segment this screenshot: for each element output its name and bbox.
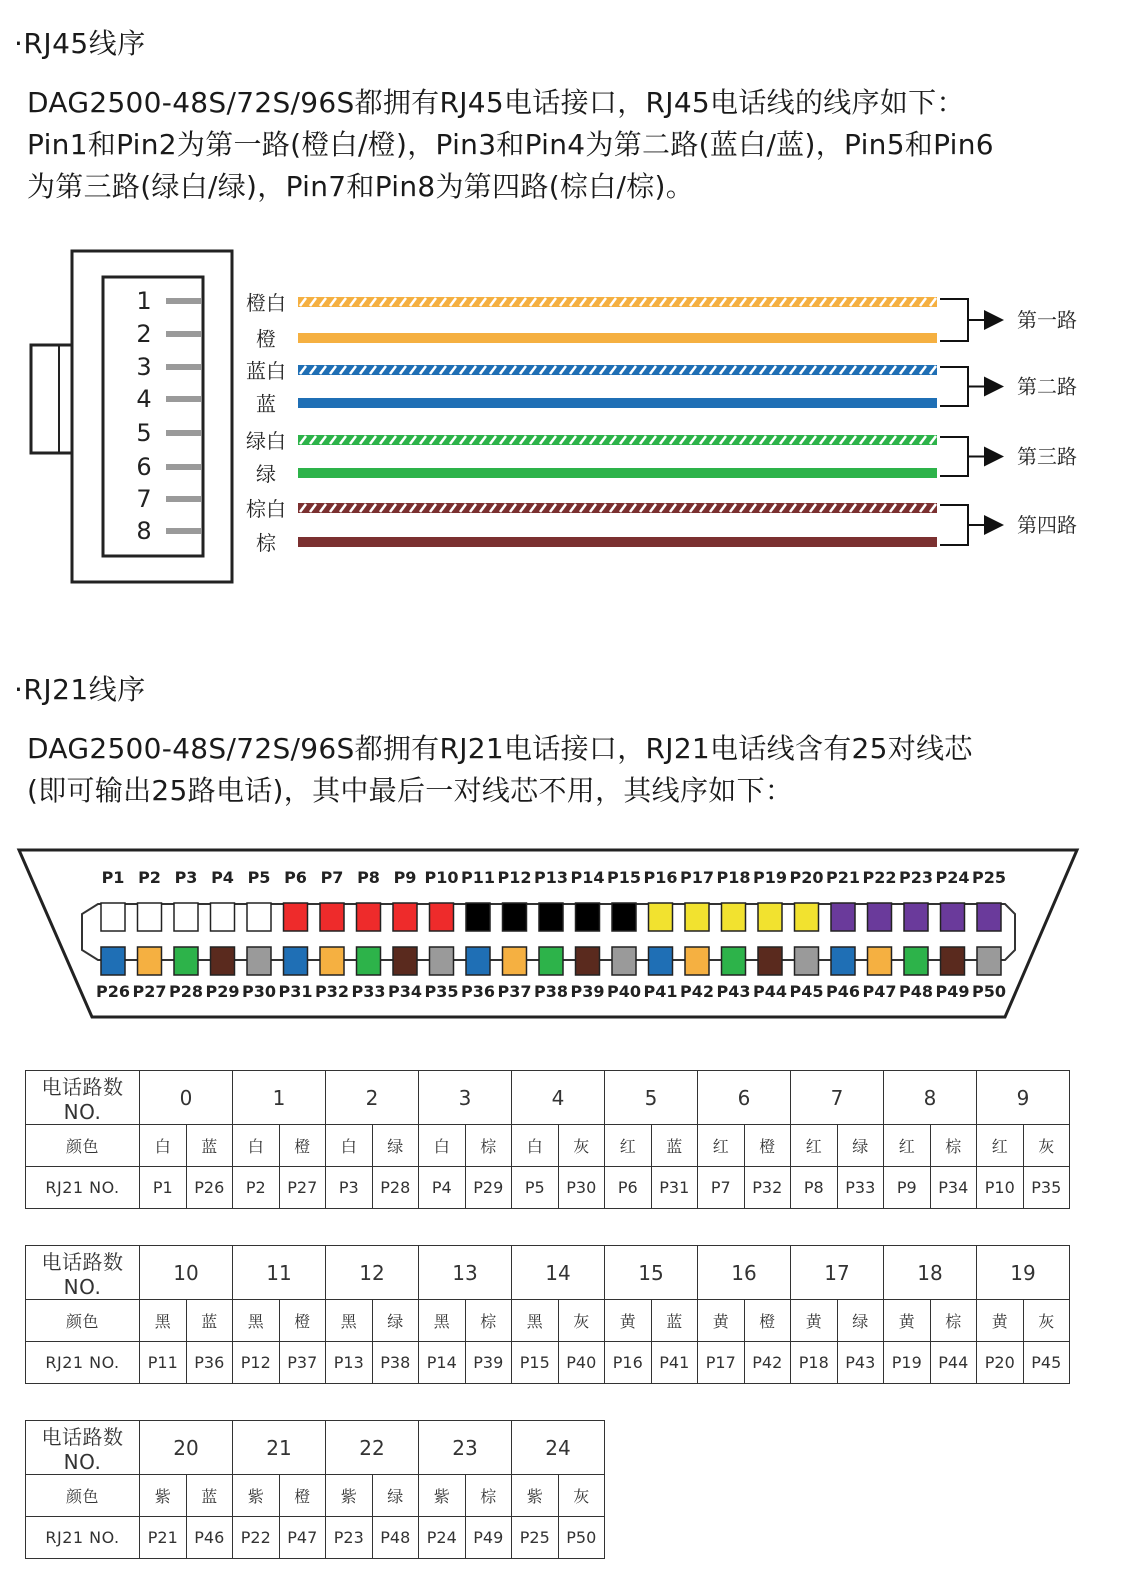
wire-color-cell: 白 — [140, 1125, 187, 1167]
rj45-wire-solid — [298, 333, 937, 343]
wire-color-cell: 橙 — [279, 1125, 326, 1167]
wire-color-cell: 黑 — [419, 1300, 466, 1342]
rj21-bottom-pin-label: P41 — [643, 982, 678, 1001]
channel-number-cell: 9 — [977, 1071, 1070, 1125]
rj21-bottom-pin — [284, 947, 308, 975]
rj21-pin-cell: P47 — [279, 1517, 326, 1559]
table-row — [26, 1071, 1070, 1125]
wire-color-cell: 黑 — [233, 1300, 280, 1342]
rj21-bottom-pin-label: P34 — [388, 982, 422, 1001]
rj21-pin-cell: P48 — [372, 1517, 419, 1559]
rj21-top-pin — [247, 903, 271, 931]
wire-color-cell: 蓝 — [651, 1125, 698, 1167]
wire-color-cell: 蓝 — [186, 1300, 233, 1342]
rj21-bottom-pin-label: P46 — [826, 982, 860, 1001]
wire-color-cell: 棕 — [465, 1300, 512, 1342]
channel-number-cell: 11 — [233, 1246, 326, 1300]
channel-number-cell: 10 — [140, 1246, 233, 1300]
rj21-pin-cell: P50 — [558, 1517, 605, 1559]
channel-number-cell: 21 — [233, 1421, 326, 1475]
rj21-pin-cell: P27 — [279, 1167, 326, 1209]
wire-color-cell: 棕 — [465, 1475, 512, 1517]
rj21-bottom-pin-label: P45 — [789, 982, 824, 1001]
rj21-connector-diagram — [0, 840, 1126, 1030]
rj45-wire-label: 棕 — [256, 531, 276, 555]
rj21-pin-cell: P31 — [651, 1167, 698, 1209]
rj21-pin-cell: P22 — [233, 1517, 280, 1559]
wire-color-cell: 黄 — [791, 1300, 838, 1342]
rj21-top-pin — [393, 903, 417, 931]
wire-color-cell: 白 — [512, 1125, 559, 1167]
rj45-pin-contact — [166, 364, 201, 370]
wire-color-cell: 橙 — [279, 1300, 326, 1342]
rj21-bottom-pin — [941, 947, 965, 975]
rj21-top-pin-label: P2 — [138, 868, 161, 887]
table-row — [26, 1246, 1070, 1300]
rj21-pin-cell: P4 — [419, 1167, 466, 1209]
rj21-pin-cell: P16 — [605, 1342, 652, 1384]
rj21-bottom-pin-label: P26 — [96, 982, 130, 1001]
rj21-top-pin-label: P25 — [972, 868, 1006, 887]
rj21-bottom-pin-label: P37 — [497, 982, 532, 1001]
rj21-pin-cell: P36 — [186, 1342, 233, 1384]
rj21-top-pin — [977, 903, 1001, 931]
rj45-wire-striped — [298, 503, 937, 513]
rj21-top-pin — [612, 903, 636, 931]
wire-color-cell: 绿 — [372, 1300, 419, 1342]
wire-color-cell: 白 — [233, 1125, 280, 1167]
rj45-wire-label: 蓝 — [256, 392, 276, 416]
channel-number-cell: 5 — [605, 1071, 698, 1125]
wire-color-cell: 灰 — [558, 1125, 605, 1167]
rj45-wire-label: 绿白 — [246, 429, 286, 453]
wire-color-cell: 蓝 — [186, 1125, 233, 1167]
rj21-pin-cell: P9 — [884, 1167, 931, 1209]
rj21-top-pin-label: P7 — [320, 868, 344, 887]
wire-color-cell: 橙 — [744, 1125, 791, 1167]
rj21-top-pin-label: P23 — [899, 868, 933, 887]
wire-color-cell: 棕 — [465, 1125, 512, 1167]
rj21-top-pin — [941, 903, 965, 931]
rj21-top-pin-label: P19 — [753, 868, 787, 887]
rj21-bottom-pin — [576, 947, 600, 975]
rj45-channel-label: 第四路 — [1017, 513, 1077, 537]
rj21-top-pin-label: P21 — [826, 868, 860, 887]
row-header-cell: RJ21 NO. — [26, 1167, 140, 1209]
row-header-cell: 颜色 — [26, 1125, 140, 1167]
rj21-bottom-pin-label: P42 — [680, 982, 714, 1001]
channel-number-cell: 8 — [884, 1071, 977, 1125]
rj21-top-pin — [320, 903, 344, 931]
wire-color-cell: 红 — [698, 1125, 745, 1167]
rj21-top-pin-label: P6 — [284, 868, 307, 887]
rj21-top-pin — [795, 903, 819, 931]
rj45-wire-striped — [298, 435, 937, 445]
rj21-pin-cell: P10 — [977, 1167, 1024, 1209]
rj21-pin-cell: P42 — [744, 1342, 791, 1384]
rj21-pin-cell: P5 — [512, 1167, 559, 1209]
rj45-channel-label: 第一路 — [1017, 308, 1077, 332]
rj21-bottom-pin — [320, 947, 344, 975]
rj21-bottom-pin — [868, 947, 892, 975]
rj21-top-pin — [357, 903, 381, 931]
wire-color-cell: 红 — [884, 1125, 931, 1167]
wire-color-cell: 绿 — [837, 1125, 884, 1167]
rj21-bottom-pin — [904, 947, 928, 975]
wire-color-cell: 棕 — [930, 1125, 977, 1167]
rj21-pin-cell: P3 — [326, 1167, 373, 1209]
rj21-pin-cell: P12 — [233, 1342, 280, 1384]
rj21-top-pin-label: P18 — [716, 868, 751, 887]
rj45-wire-label: 棕白 — [246, 497, 286, 521]
rj21-bottom-pin — [539, 947, 563, 975]
pinout-table — [25, 1420, 605, 1559]
rj21-bottom-pin-label: P36 — [461, 982, 495, 1001]
rj45-channel-label: 第二路 — [1017, 374, 1077, 399]
rj21-top-pin-label: P9 — [393, 868, 417, 887]
rj21-pin-cell: P19 — [884, 1342, 931, 1384]
wire-color-cell: 黑 — [512, 1300, 559, 1342]
rj21-pin-cell: P6 — [605, 1167, 652, 1209]
rj45-pin-contact — [166, 298, 201, 304]
channel-number-cell: 3 — [419, 1071, 512, 1125]
rj21-bottom-pin-label: P28 — [169, 982, 203, 1001]
rj21-pin-cell: P13 — [326, 1342, 373, 1384]
channel-number-cell: 2 — [326, 1071, 419, 1125]
rj21-pin-cell: P49 — [465, 1517, 512, 1559]
rj21-top-pin — [831, 903, 855, 931]
rj45-wire-striped — [298, 297, 937, 307]
rj21-bottom-pin — [357, 947, 381, 975]
row-header-cell: 电话路数NO. — [26, 1071, 140, 1125]
rj45-pin-contact — [166, 496, 201, 502]
wire-color-cell: 绿 — [837, 1300, 884, 1342]
rj45-pin-number: 2 — [136, 320, 152, 348]
wire-color-cell: 灰 — [1023, 1300, 1070, 1342]
wire-color-cell: 红 — [605, 1125, 652, 1167]
rj21-top-pin-label: P1 — [101, 868, 125, 887]
channel-number-cell: 24 — [512, 1421, 605, 1475]
rj21-bottom-pin — [430, 947, 454, 975]
rj21-top-pin-label: P11 — [461, 868, 495, 887]
table-row — [26, 1421, 605, 1475]
rj45-wire-label: 橙 — [256, 327, 276, 351]
rj21-top-pin-label: P15 — [607, 868, 641, 887]
rj21-pin-cell: P28 — [372, 1167, 419, 1209]
wire-color-cell: 紫 — [419, 1475, 466, 1517]
wire-color-cell: 黄 — [977, 1300, 1024, 1342]
rj21-bottom-pin-label: P49 — [935, 982, 970, 1001]
channel-number-cell: 4 — [512, 1071, 605, 1125]
rj45-wire-striped — [298, 365, 937, 375]
rj45-pin-contact — [166, 331, 201, 337]
rj21-top-pin — [466, 903, 490, 931]
rj21-bottom-pin — [503, 947, 527, 975]
rj21-top-pin-label: P3 — [174, 868, 198, 887]
rj21-bottom-pin — [101, 947, 125, 975]
rj45-description-line: DAG2500-48S/72S/96S都拥有RJ45电话接口，RJ45电话线的线序如下： — [27, 86, 965, 119]
channel-number-cell: 1 — [233, 1071, 326, 1125]
row-header-cell: 电话路数NO. — [26, 1246, 140, 1300]
channel-number-cell: 16 — [698, 1246, 791, 1300]
rj21-pin-cell: P29 — [465, 1167, 512, 1209]
rj45-channel-label: 第三路 — [1017, 444, 1077, 469]
wire-color-cell: 灰 — [558, 1475, 605, 1517]
rj45-wire-solid — [298, 398, 937, 408]
wire-color-cell: 黑 — [140, 1300, 187, 1342]
rj45-channel-bracket — [940, 505, 1077, 545]
rj21-bottom-pin-label: P47 — [862, 982, 897, 1001]
wire-color-cell: 紫 — [233, 1475, 280, 1517]
rj21-top-pin — [649, 903, 673, 931]
rj21-bottom-pin-label: P38 — [534, 982, 568, 1001]
rj21-bottom-pin-label: P32 — [315, 982, 349, 1001]
rj21-bottom-pin — [174, 947, 198, 975]
rj21-top-pin-label: P17 — [680, 868, 714, 887]
wire-color-cell: 橙 — [279, 1475, 326, 1517]
table-row — [26, 1517, 605, 1559]
rj21-bottom-pin-label: P35 — [424, 982, 459, 1001]
channel-number-cell: 20 — [140, 1421, 233, 1475]
wire-color-cell: 紫 — [326, 1475, 373, 1517]
rj21-top-pin-label: P13 — [534, 868, 568, 887]
rj45-pin-number: 4 — [136, 385, 152, 413]
wire-color-cell: 黄 — [698, 1300, 745, 1342]
rj21-top-pin — [503, 903, 527, 931]
rj21-top-pin-label: P4 — [211, 868, 234, 887]
rj45-wire-label: 绿 — [256, 462, 276, 486]
rj21-bottom-pin — [722, 947, 746, 975]
rj21-pin-cell: P14 — [419, 1342, 466, 1384]
rj21-pin-cell: P11 — [140, 1342, 187, 1384]
rj45-pin-number: 5 — [136, 419, 152, 447]
rj21-pin-cell: P15 — [512, 1342, 559, 1384]
rj21-bottom-pin-label: P44 — [753, 982, 787, 1001]
rj21-pin-cell: P41 — [651, 1342, 698, 1384]
rj45-pin-number: 6 — [136, 453, 152, 481]
rj21-pin-cell: P23 — [326, 1517, 373, 1559]
rj45-wire-label: 橙白 — [246, 291, 286, 315]
wire-color-cell: 黄 — [605, 1300, 652, 1342]
rj45-pin-number: 7 — [136, 485, 152, 513]
rj21-description — [27, 728, 1107, 812]
wire-color-cell: 黄 — [884, 1300, 931, 1342]
rj21-bottom-pin-label: P48 — [899, 982, 933, 1001]
rj21-bottom-pin — [795, 947, 819, 975]
table-row — [26, 1342, 1070, 1384]
table-row — [26, 1475, 605, 1517]
rj21-pin-cell: P1 — [140, 1167, 187, 1209]
rj21-pin-cell: P33 — [837, 1167, 884, 1209]
wire-color-cell: 灰 — [558, 1300, 605, 1342]
rj21-pin-cell: P25 — [512, 1517, 559, 1559]
rj21-top-pin — [284, 903, 308, 931]
rj45-channel-bracket — [940, 299, 1077, 341]
rj21-bottom-pin-label: P29 — [205, 982, 240, 1001]
rj45-description-line: 为第三路(绿白/绿)，Pin7和Pin8为第四路(棕白/棕)。 — [27, 170, 695, 203]
rj21-bottom-pin — [977, 947, 1001, 975]
row-header-cell: 电话路数NO. — [26, 1421, 140, 1475]
rj21-top-pin — [174, 903, 198, 931]
rj21-pin-cell: P18 — [791, 1342, 838, 1384]
rj21-top-pin — [430, 903, 454, 931]
rj21-pin-cell: P2 — [233, 1167, 280, 1209]
rj21-bottom-pin — [649, 947, 673, 975]
rj45-wiring-diagram — [0, 240, 1126, 600]
rj45-wire-solid — [298, 537, 937, 547]
rj21-pin-cell: P40 — [558, 1342, 605, 1384]
rj21-top-pin — [685, 903, 709, 931]
rj21-pin-cell: P21 — [140, 1517, 187, 1559]
rj21-bottom-pin — [831, 947, 855, 975]
wire-color-cell: 绿 — [372, 1475, 419, 1517]
channel-number-cell: 12 — [326, 1246, 419, 1300]
wire-color-cell: 白 — [419, 1125, 466, 1167]
rj21-pin-cell: P30 — [558, 1167, 605, 1209]
rj45-pin-contact — [166, 396, 201, 402]
rj21-top-pin — [758, 903, 782, 931]
rj21-top-pin — [576, 903, 600, 931]
pinout-table — [25, 1245, 1070, 1384]
rj45-description-line: Pin1和Pin2为第一路(橙白/橙)，Pin3和Pin4为第二路(蓝白/蓝)，Pin5和Pin6 — [27, 128, 994, 161]
rj21-bottom-pin-label: P43 — [716, 982, 751, 1001]
channel-number-cell: 7 — [791, 1071, 884, 1125]
wire-color-cell: 橙 — [744, 1300, 791, 1342]
row-header-cell: 颜色 — [26, 1300, 140, 1342]
rj21-bottom-pin — [466, 947, 490, 975]
rj21-description-line: DAG2500-48S/72S/96S都拥有RJ21电话接口，RJ21电话线含有25对线芯 — [27, 732, 973, 765]
rj45-channel-bracket — [940, 437, 1077, 476]
wire-color-cell: 蓝 — [651, 1300, 698, 1342]
rj21-bottom-pin-label: P33 — [351, 982, 386, 1001]
channel-number-cell: 23 — [419, 1421, 512, 1475]
table-row — [26, 1125, 1070, 1167]
pinout-table — [25, 1070, 1070, 1209]
rj21-pin-cell: P43 — [837, 1342, 884, 1384]
rj21-top-pin — [138, 903, 162, 931]
rj21-pin-cell: P8 — [791, 1167, 838, 1209]
channel-number-cell: 18 — [884, 1246, 977, 1300]
rj21-bottom-pin — [685, 947, 709, 975]
rj45-connector-plug — [31, 251, 232, 582]
row-header-cell: RJ21 NO. — [26, 1342, 140, 1384]
table-row — [26, 1300, 1070, 1342]
rj21-pin-cell: P46 — [186, 1517, 233, 1559]
rj21-pin-cell: P17 — [698, 1342, 745, 1384]
rj21-top-pin-label: P20 — [789, 868, 824, 887]
rj21-bottom-pin-label: P31 — [278, 982, 313, 1001]
rj45-pin-number: 3 — [136, 353, 152, 381]
rj45-channel-bracket — [940, 367, 1077, 406]
rj21-pin-cell: P35 — [1023, 1167, 1070, 1209]
rj21-top-pin-label: P5 — [247, 868, 271, 887]
rj21-top-pin-label: P14 — [570, 868, 605, 887]
rj21-pin-cell: P32 — [744, 1167, 791, 1209]
rj45-description — [27, 82, 1107, 208]
rj21-top-pin — [722, 903, 746, 931]
rj21-pin-cell: P20 — [977, 1342, 1024, 1384]
rj21-section-title: ·RJ21线序 — [14, 673, 146, 706]
wire-color-cell: 蓝 — [186, 1475, 233, 1517]
rj21-bottom-pin — [612, 947, 636, 975]
channel-number-cell: 6 — [698, 1071, 791, 1125]
rj21-pin-cell: P39 — [465, 1342, 512, 1384]
wire-color-cell: 棕 — [930, 1300, 977, 1342]
rj21-bottom-pin-label: P40 — [607, 982, 641, 1001]
rj21-top-pin-label: P8 — [357, 868, 380, 887]
rj21-pin-cell: P24 — [419, 1517, 466, 1559]
rj21-top-pin — [539, 903, 563, 931]
channel-number-cell: 22 — [326, 1421, 419, 1475]
channel-number-cell: 14 — [512, 1246, 605, 1300]
rj21-bottom-pin — [247, 947, 271, 975]
rj21-bottom-pin-label: P27 — [132, 982, 167, 1001]
rj45-pin-number: 8 — [136, 517, 152, 545]
rj21-top-pin-label: P10 — [424, 868, 459, 887]
table-row — [26, 1167, 1070, 1209]
rj45-pin-contact — [166, 528, 201, 534]
row-header-cell: RJ21 NO. — [26, 1517, 140, 1559]
wire-color-cell: 绿 — [372, 1125, 419, 1167]
rj21-top-pin-label: P16 — [643, 868, 678, 887]
wire-color-cell: 黑 — [326, 1300, 373, 1342]
wire-color-cell: 紫 — [140, 1475, 187, 1517]
rj21-bottom-pin — [393, 947, 417, 975]
rj21-pin-cell: P44 — [930, 1342, 977, 1384]
rj21-bottom-pin — [138, 947, 162, 975]
rj21-top-pin — [101, 903, 125, 931]
rj21-top-pin-label: P24 — [935, 868, 970, 887]
rj45-wire-solid — [298, 468, 937, 478]
rj21-description-line: (即可输出25路电话)，其中最后一对线芯不用，其线序如下： — [27, 774, 794, 807]
channel-number-cell: 15 — [605, 1246, 698, 1300]
wire-color-cell: 紫 — [512, 1475, 559, 1517]
rj45-pin-number: 1 — [136, 287, 152, 315]
rj21-pin-cell: P26 — [186, 1167, 233, 1209]
rj21-pin-cell: P45 — [1023, 1342, 1070, 1384]
rj21-bottom-pin — [211, 947, 235, 975]
rj45-pin-contact — [166, 464, 201, 470]
rj21-pin-cell: P7 — [698, 1167, 745, 1209]
rj21-pin-cell: P38 — [372, 1342, 419, 1384]
rj21-bottom-pin-label: P39 — [570, 982, 605, 1001]
wire-color-cell: 红 — [977, 1125, 1024, 1167]
channel-number-cell: 17 — [791, 1246, 884, 1300]
rj21-pin-cell: P34 — [930, 1167, 977, 1209]
rj21-top-pin-label: P12 — [497, 868, 532, 887]
wire-color-cell: 红 — [791, 1125, 838, 1167]
channel-number-cell: 13 — [419, 1246, 512, 1300]
rj21-top-pin-label: P22 — [862, 868, 897, 887]
rj45-wire-label: 蓝白 — [246, 359, 286, 383]
rj21-pin-cell: P37 — [279, 1342, 326, 1384]
row-header-cell: 颜色 — [26, 1475, 140, 1517]
rj21-top-pin — [904, 903, 928, 931]
rj21-top-pin — [211, 903, 235, 931]
rj21-top-pin — [868, 903, 892, 931]
rj21-bottom-pin-label: P30 — [242, 982, 276, 1001]
channel-number-cell: 0 — [140, 1071, 233, 1125]
rj45-section-title: ·RJ45线序 — [14, 27, 146, 60]
channel-number-cell: 19 — [977, 1246, 1070, 1300]
rj21-bottom-pin — [758, 947, 782, 975]
rj21-bottom-pin-label: P50 — [972, 982, 1006, 1001]
rj45-pin-contact — [166, 430, 201, 436]
wire-color-cell: 白 — [326, 1125, 373, 1167]
wire-color-cell: 灰 — [1023, 1125, 1070, 1167]
